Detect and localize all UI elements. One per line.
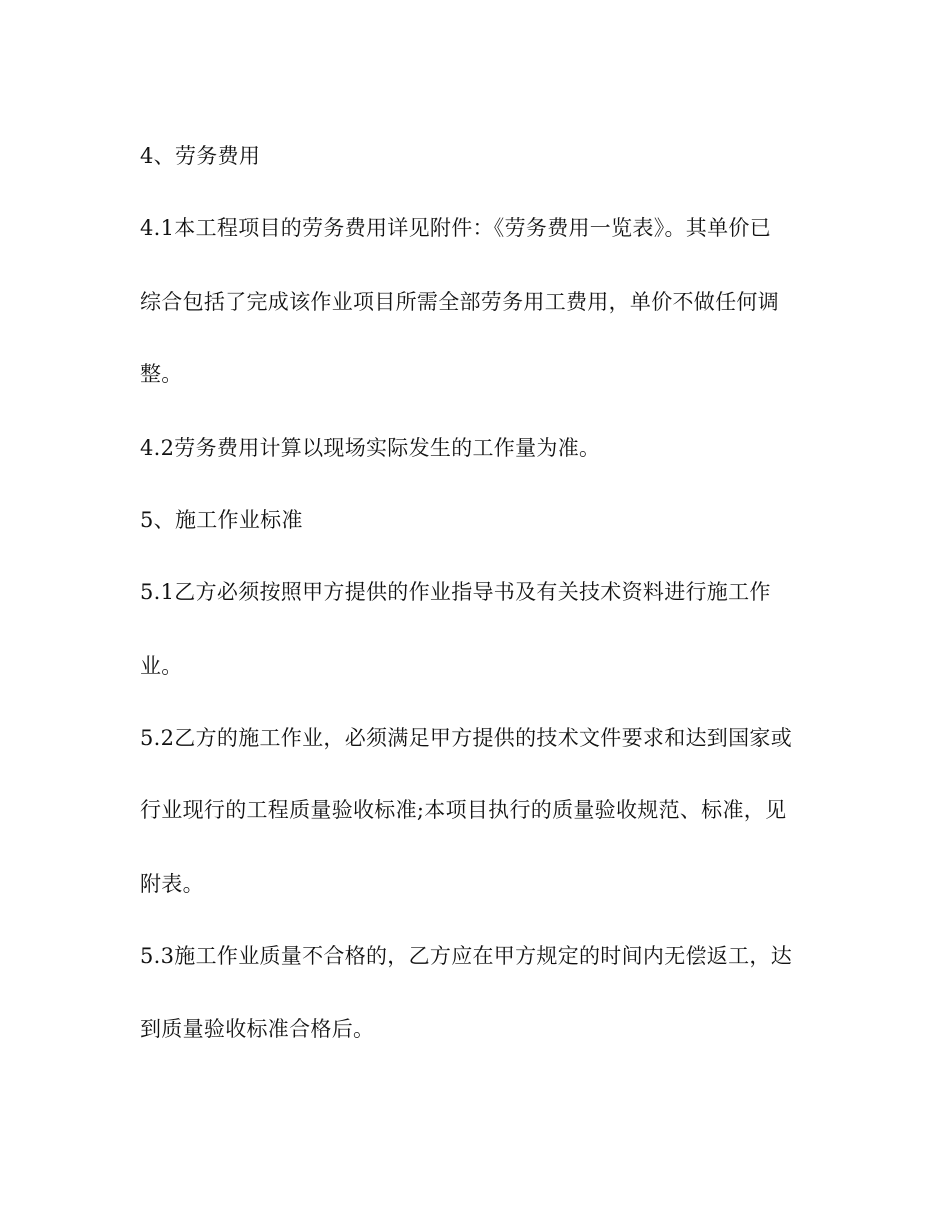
clause-4-1-line-2: 综合包括了完成该作业项目所需全部劳务用工费用，单价不做任何调 bbox=[140, 290, 779, 314]
clause-5-3-line-2: 到质量验收标准合格后。 bbox=[140, 1017, 375, 1041]
clause-5-2-line-3: 附表。 bbox=[140, 872, 204, 896]
clause-4-1-line-3: 整。 bbox=[140, 362, 183, 386]
clause-5-1-line-2: 业。 bbox=[140, 654, 183, 678]
clause-5-3-line-1: 5.3施工作业质量不合格的，乙方应在甲方规定的时间内无偿返工，达 bbox=[140, 944, 792, 968]
clause-4-2: 4.2劳务费用计算以现场实际发生的工作量为准。 bbox=[140, 436, 601, 460]
clause-5-2-line-1: 5.2乙方的施工作业，必须满足甲方提供的技术文件要求和达到国家或 bbox=[140, 726, 792, 750]
section-heading-construction-standards: 5、施工作业标准 bbox=[140, 508, 303, 532]
clause-5-2-line-2: 行业现行的工程质量验收标准;本项目执行的质量验收规范、标准，见 bbox=[140, 798, 787, 822]
clause-4-1-line-1: 4.1本工程项目的劳务费用详见附件：《劳务费用一览表》。其单价已 bbox=[140, 216, 771, 240]
section-heading-labor-fees: 4、劳务费用 bbox=[140, 144, 261, 168]
clause-5-1-line-1: 5.1乙方必须按照甲方提供的作业指导书及有关技术资料进行施工作 bbox=[140, 580, 771, 604]
